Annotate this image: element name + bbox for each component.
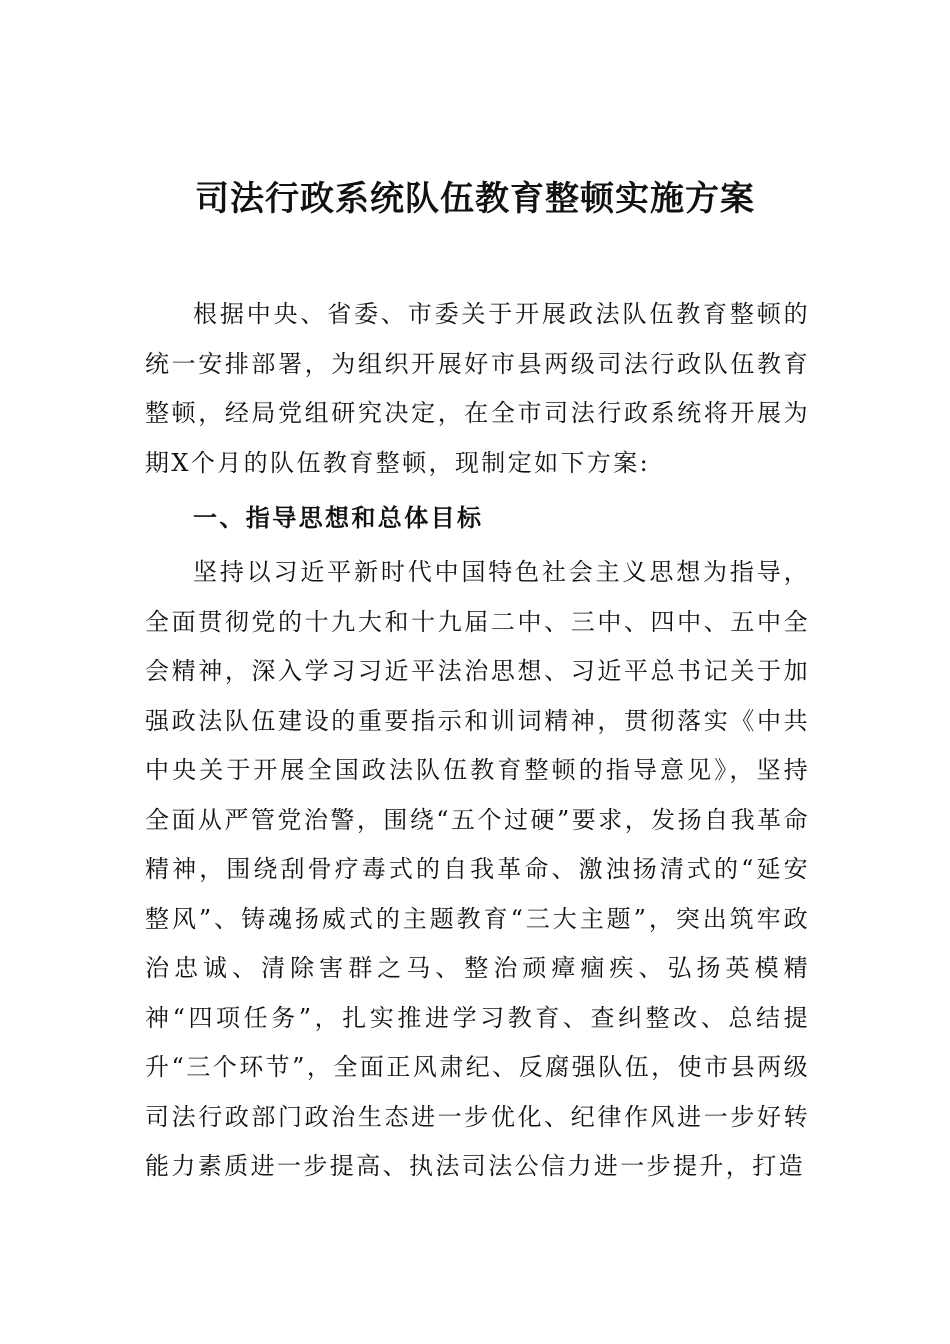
- section-heading-guiding-ideology: 一、指导思想和总体目标: [193, 504, 484, 532]
- document-title: 司法行政系统队伍教育整顿实施方案: [195, 178, 755, 219]
- document-body: [145, 290, 810, 1192]
- intro-paragraph: 根据中央、省委、市委关于开展政法队伍教育整顿的统一安排部署，为组织开展好市县两级司法行政队伍教育整顿，经局党组研究决定，在全市司法行政系统将开展为期X个月的队伍教育整顿，现制定如下方案:: [145, 300, 810, 477]
- section-paragraph-guiding-ideology: 坚持以习近平新时代中国特色社会主义思想为指导，全面贯彻党的十九大和十九届二中、三中、四中、五中全会精神，深入学习习近平法治思想、习近平总书记关于加强政法队伍建设的重要指示和训词精神，贯彻落实《中共中央关于开展全国政法队伍教育整顿的指导意见》，坚持全面从严管党治警，围绕“五个过硬”要求，发扬自我革命精神，围绕刮骨疗毒式的自我革命、激浊扬清式的“延安整风”、铸魂扬威式的主题教育“三大主题”，突出筑牢政治忠诚、清除害群之马、整治顽瘴痼疾、弘扬英模精神“四项任务”，扎实推进学习教育、查纠整改、总结提升“三个环节”，全面正风肃纪、反腐强队伍，使市县两级司法行政部门政治生态进一步优化、纪律作风进一步好转能力素质进一步提高、执法司法公信力进一步提升，打造: [145, 558, 810, 1180]
